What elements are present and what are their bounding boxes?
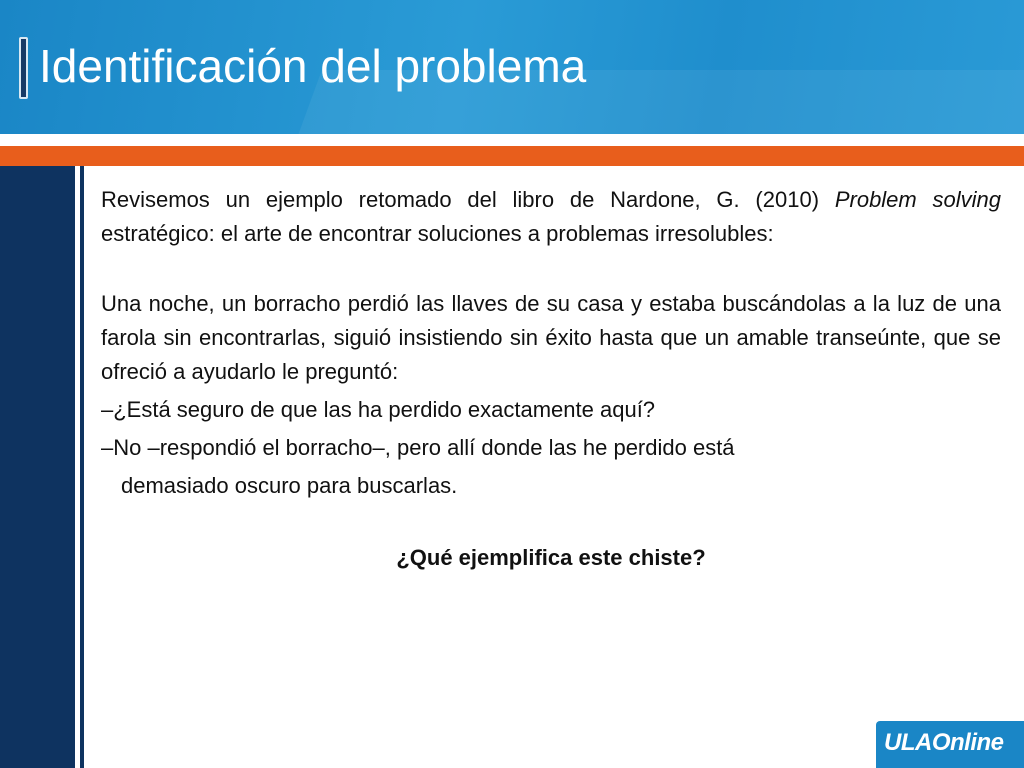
dialogue-answer-continuation: demasiado oscuro para buscarlas. [121,473,458,498]
left-navy-line [80,166,84,768]
slide-title: Identificación del problema [39,40,587,92]
intro-paragraph [101,183,1001,251]
dialogue-question: –¿Está seguro de que las ha perdido exactamente aquí? [101,397,656,422]
logo-text [884,729,1004,757]
intro-text-2: estratégico: el arte de encontrar soluciones a problemas irresolubles: [101,221,774,246]
left-navy-panel [0,166,75,768]
dialogue-answer: –No –respondió el borracho–, pero allí donde las he perdido está [101,435,735,460]
ula-online-logo [876,721,1024,768]
closing-question: ¿Qué ejemplifica este chiste? [396,545,706,570]
header-separator [0,134,1024,146]
logo-suffix: Online [931,729,1004,756]
intro-italic-title: Problem solving [834,187,1002,212]
slide-header [0,0,1024,134]
title-accent-bar [19,37,28,99]
intro-text-1: Revisemos un ejemplo retomado del libro de Nardone, G. (2010) [101,187,835,212]
orange-stripe [0,146,1024,166]
logo-brand: ULA [884,729,932,756]
slide-body [101,183,1001,575]
story-paragraph: Una noche, un borracho perdió las llaves de su casa y estaba buscándolas a la luz de una farola sin encontrarlas, siguió insistiendo sin éxito hasta que un amable transeúnte, que se ofreció a ayudarlo le preguntó: [101,291,1001,384]
